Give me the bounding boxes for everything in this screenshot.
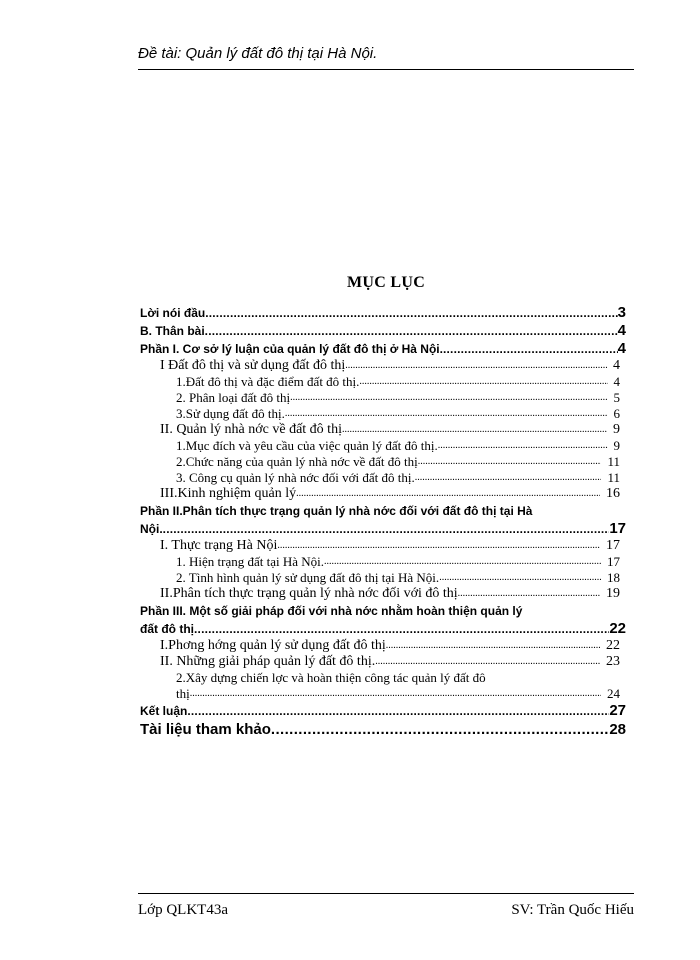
toc-entry[interactable] xyxy=(140,638,626,654)
toc-page-number: 4 xyxy=(613,374,620,389)
toc-entry[interactable] xyxy=(140,486,626,502)
toc-entry[interactable] xyxy=(140,374,626,390)
toc-page-number: 27 xyxy=(609,702,626,719)
toc-leader xyxy=(190,686,601,702)
toc-entry-label-line1: Phần III. Một số giải pháp đối với nhà nớc nhằm hoàn thiện quản lý xyxy=(140,604,523,618)
toc-leader xyxy=(386,638,600,654)
toc-entry-line2 xyxy=(140,620,626,638)
toc-page-number: 4 xyxy=(617,322,626,339)
toc-leader xyxy=(296,486,600,502)
toc-page-number: 16 xyxy=(606,486,620,501)
header-rule xyxy=(138,69,634,70)
toc-page-number: 28 xyxy=(609,721,626,738)
footer-class-name: Lớp QLKT43a xyxy=(138,902,228,918)
toc-leader xyxy=(194,620,609,638)
toc-page-number: 5 xyxy=(613,390,620,405)
toc-page-number: 24 xyxy=(607,686,620,701)
toc-leader xyxy=(277,538,600,554)
toc-entry-label: 1. Hiện trạng đất tại Hà Nội. xyxy=(176,554,325,569)
toc-leader xyxy=(345,358,607,374)
toc-entry[interactable] xyxy=(140,422,626,438)
toc-entry-label: 2. Tình hình quản lý sử dụng đất đô thị tại Hà Nội. xyxy=(176,570,440,585)
toc-entry-label-line1: Phần II.Phân tích thực trạng quản lý nhà nớc đối với đất đô thị tại Hà xyxy=(140,504,533,518)
table-of-contents xyxy=(140,304,626,740)
toc-entry-label: Phần I. Cơ sở lý luận của quản lý đất đô thị ở Hà Nội. xyxy=(140,342,443,356)
toc-entry-label: Kết luận xyxy=(140,704,188,718)
toc-entry[interactable] xyxy=(140,304,626,322)
toc-page-number: 9 xyxy=(613,438,620,453)
toc-entry-label-line1: 2.Xây dựng chiến lợc và hoàn thiện công tác quản lý đất đô xyxy=(176,670,486,685)
toc-page-number: 17 xyxy=(609,520,626,537)
toc-leader xyxy=(285,406,608,422)
toc-entry[interactable] xyxy=(140,654,626,670)
toc-leader xyxy=(415,470,602,486)
toc-entry-label: Lời nói đầu xyxy=(140,306,206,320)
toc-entry-label: I Đất đô thị và sử dụng đất đô thị xyxy=(160,358,346,373)
toc-entry-label: II. Quản lý nhà nớc về đất đô thị xyxy=(160,422,342,437)
toc-page-number: 19 xyxy=(606,586,620,601)
toc-leader xyxy=(324,554,601,570)
toc-entry-label-line2: thị xyxy=(176,686,190,701)
toc-page-number: 23 xyxy=(606,654,620,669)
toc-page-number: 22 xyxy=(606,638,620,653)
toc-entry[interactable] xyxy=(140,406,626,422)
toc-entry[interactable] xyxy=(140,438,626,454)
toc-entry-label: I.Phơng hớng quản lý sử dụng đất đô thị xyxy=(160,638,386,653)
toc-entry-label: II.Phân tích thực trạng quản lý nhà nớc đối với đô thị xyxy=(160,586,458,601)
toc-entry-line2 xyxy=(176,686,626,702)
running-header: Đề tài: Quản lý đất đô thị tại Hà Nội. xyxy=(138,45,378,62)
toc-page-number: 6 xyxy=(613,406,620,421)
toc-entry[interactable] xyxy=(140,322,626,340)
toc-page-number: 3 xyxy=(617,304,626,321)
toc-entry[interactable] xyxy=(140,720,626,740)
toc-entry[interactable] xyxy=(140,358,626,374)
toc-entry-label: 1.Mục đích và yêu cầu của việc quản lý đất đô thị. xyxy=(176,438,438,453)
toc-leader xyxy=(439,570,601,586)
toc-entry-label: 3.Sử dụng đất đô thị. xyxy=(176,406,285,421)
footer-rule xyxy=(138,893,634,894)
toc-page-number: 17 xyxy=(607,554,620,569)
toc-leader xyxy=(458,586,600,602)
toc-entry[interactable] xyxy=(140,390,626,406)
toc-entry-label: III.Kinh nghiệm quản lý xyxy=(160,486,297,501)
toc-page-number: 9 xyxy=(613,422,620,437)
toc-entry-label: Tài liệu tham khảo xyxy=(140,721,271,738)
toc-leader xyxy=(163,520,610,538)
toc-entry[interactable] xyxy=(140,586,626,602)
toc-entry[interactable] xyxy=(140,538,626,554)
toc-entry[interactable] xyxy=(140,340,626,358)
toc-page-number: 22 xyxy=(609,620,626,637)
toc-page-number: 4 xyxy=(617,340,626,357)
toc-entry-label: II. Những giải pháp quản lý đất đô thị. xyxy=(160,654,376,669)
toc-page-number: 17 xyxy=(606,538,620,553)
toc-entry[interactable] xyxy=(140,470,626,486)
toc-entry-label: 2. Phân loại đất đô thị xyxy=(176,390,291,405)
toc-page-number: 18 xyxy=(607,570,620,585)
toc-entry-wrapped[interactable] xyxy=(140,502,626,538)
toc-leader xyxy=(418,454,602,470)
toc-entry[interactable] xyxy=(140,702,626,720)
toc-leader xyxy=(438,438,608,454)
toc-leader xyxy=(205,322,618,340)
toc-page-number: 4 xyxy=(613,358,620,373)
toc-entry-label: 1.Đất đô thị và đặc điểm đất đô thị. xyxy=(176,374,360,389)
toc-page-number: 11 xyxy=(607,454,620,469)
footer-student-name: SV: Trần Quốc Hiếu xyxy=(511,902,634,918)
toc-entry-label-line2: Nội. xyxy=(140,522,163,536)
toc-entry-label: I. Thực trạng Hà Nội xyxy=(160,538,278,553)
toc-entry-label-line2: đất đô thị xyxy=(140,622,194,636)
toc-title: MỤC LỤC xyxy=(346,274,426,291)
toc-entry[interactable] xyxy=(140,570,626,586)
toc-entry-line2 xyxy=(140,520,626,538)
toc-entry[interactable] xyxy=(140,454,626,470)
toc-entry-wrapped[interactable] xyxy=(140,670,626,702)
toc-leader xyxy=(187,702,609,720)
toc-leader xyxy=(342,422,607,438)
toc-entry-label: 2.Chức năng của quản lý nhà nớc về đất đô thị xyxy=(176,454,418,469)
toc-entry-label: B. Thân bài xyxy=(140,324,205,338)
toc-leader xyxy=(359,374,607,390)
toc-leader xyxy=(290,390,607,406)
toc-leader xyxy=(271,720,609,740)
toc-leader xyxy=(205,304,617,322)
toc-page-number: 11 xyxy=(607,470,620,485)
toc-leader xyxy=(375,654,600,670)
toc-entry-label: 3. Công cụ quản lý nhà nớc đối với đất đô thị. xyxy=(176,470,415,485)
toc-entry[interactable] xyxy=(140,554,626,570)
toc-entry-wrapped[interactable] xyxy=(140,602,626,638)
toc-leader xyxy=(443,340,618,358)
